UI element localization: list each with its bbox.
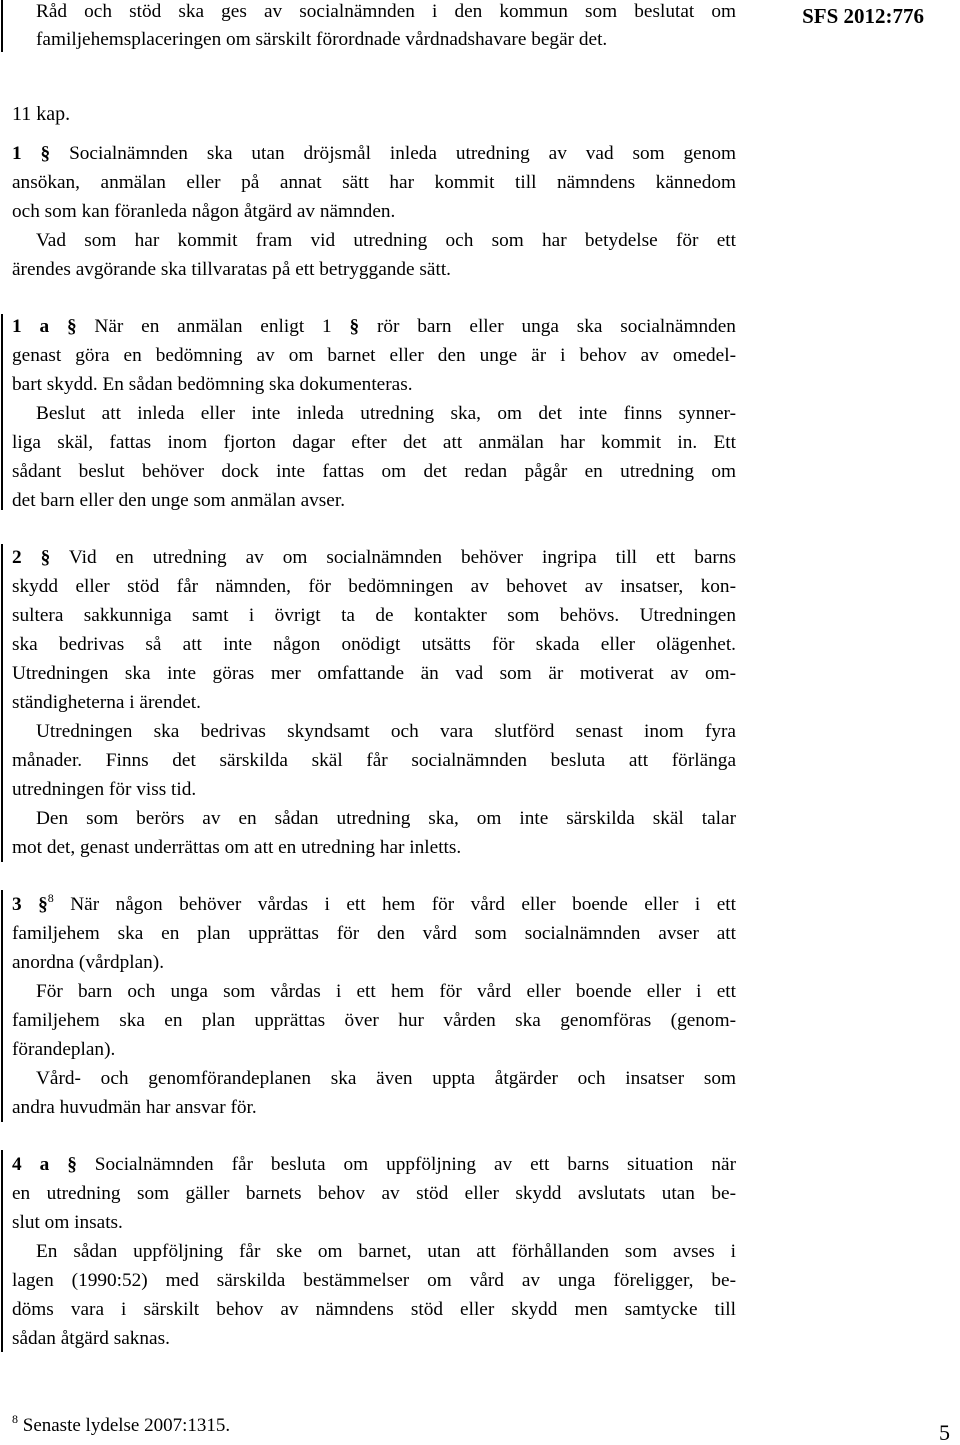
text-line: lagen (1990:52) med särskilda bestämmelser om vård av unga föreligger, be- <box>12 1270 736 1291</box>
section-number: 4 a <box>12 1154 50 1175</box>
text-line: För barn och unga som vårdas i ett hem för vård eller boende eller i ett <box>36 981 736 1002</box>
text-line: Vad som har kommit fram vid utredning och som har betydelse för ett <box>36 230 736 251</box>
paragraph-sign: § <box>66 316 77 337</box>
change-bar <box>1 1150 3 1352</box>
text-line: månader. Finns det särskilda skäl får socialnämnden besluta att förlänga <box>12 750 736 771</box>
text-line: Utredningen ska inte göras mer omfattande än vad som är motiverat av om- <box>12 663 736 684</box>
text-line: slut om insats. <box>12 1212 123 1233</box>
paragraph-sign: § <box>349 316 360 337</box>
section-number: 1 <box>12 143 22 164</box>
text-line: en utredning som gäller barnets behov av stöd eller skydd avslutats utan be- <box>12 1183 736 1204</box>
paragraph-sign: § <box>67 1154 77 1175</box>
change-bar <box>1 314 3 510</box>
section-2-first-line: 2 § Vid en utredning av om socialnämnden behöver ingripa till ett barns <box>12 547 736 568</box>
text-line: Den som berörs av en sådan utredning ska, om inte särskilda skäl talar <box>36 808 736 829</box>
section-number: 3 <box>12 894 22 915</box>
text-line: sultera sakkunniga samt i övrigt ta de kontakter som behövs. Utredningen <box>12 605 736 626</box>
text-line: En sådan uppföljning får ske om barnet, utan att förhållanden som avses i <box>36 1241 736 1262</box>
section-number: 1 a <box>12 316 50 337</box>
text-line: ska bedrivas så att inte någon onödigt utsätts för skada eller olägenhet. <box>12 634 736 655</box>
page-number: 5 <box>939 1420 950 1445</box>
text-line: Utredningen ska bedrivas skyndsamt och vara slutförd senast inom fyra <box>36 721 736 742</box>
footnote <box>12 1412 231 1436</box>
section-1-first-line: 1 § Socialnämnden ska utan dröjsmål inleda utredning av vad som genom <box>12 143 736 164</box>
text-line: ansökan, anmälan eller på annat sätt har kommit till nämndens kännedom <box>12 172 736 193</box>
text-line: liga skäl, fattas inom fjorton dagar efter det att anmälan har kommit in. Ett <box>12 432 736 453</box>
footnote-text: Senaste lydelse 2007:1315. <box>22 1415 231 1436</box>
header-text: Råd och stöd ska ges av socialnämnden i den kommun som beslutat om <box>36 1 736 22</box>
paragraph-sign: § <box>38 894 48 915</box>
text-line: och som kan föranleda någon åtgärd av nämnden. <box>12 201 396 222</box>
section-1a-first-line: 1 a § När en anmälan enligt 1 § rör barn eller unga ska socialnämnden <box>12 316 736 337</box>
text-line: andra huvudmän har ansvar för. <box>12 1097 257 1118</box>
paragraph-sign: § <box>40 143 51 164</box>
header-text: familjehemsplaceringen om särskilt förordnade vårdnadshavare begär det. <box>36 29 608 50</box>
paragraph-sign: § <box>40 547 51 568</box>
text-line: sådan åtgärd saknas. <box>12 1328 170 1349</box>
change-bar <box>1 890 3 1122</box>
section-4a-first-line: 4 a § Socialnämnden får besluta om uppföljning av ett barns situation när <box>12 1154 737 1175</box>
text-line: mot det, genast underrättas om att en utredning har inletts. <box>12 837 462 858</box>
text-line: förandeplan). <box>12 1039 116 1060</box>
sfs-number: SFS 2012:776 <box>802 4 924 28</box>
footnote-reference: 8 <box>47 891 54 905</box>
text-line: Beslut att inleda eller inte inleda utredning ska, om det inte finns synner- <box>36 403 736 424</box>
change-bar <box>1 544 3 862</box>
text-line: anordna (vårdplan). <box>12 952 165 973</box>
text-line: familjehem ska en plan upprättas över hur vården ska genomföras (genom- <box>12 1010 736 1031</box>
chapter-heading: 11 kap. <box>12 103 71 125</box>
text-line: familjehem ska en plan upprättas för den vård som socialnämnden avser att <box>12 923 736 944</box>
text-line: det barn eller den unge som anmälan avser. <box>12 490 346 511</box>
text-line: skydd eller stöd får nämnden, för bedömningen av behovet av insatser, kon- <box>12 576 736 597</box>
text-line: utredningen för viss tid. <box>12 779 197 800</box>
text-line: Vård- och genomförandeplanen ska även uppta åtgärder och insatser som <box>36 1068 736 1089</box>
footnote-number: 8 <box>12 1412 18 1426</box>
section-number: 2 <box>12 547 22 568</box>
text-line: sådant beslut behöver dock inte fattas om det redan pågår en utredning om <box>12 461 736 482</box>
change-bar <box>1 0 3 52</box>
section-3-first-line: 3 §$^8$ När någon behöver vårdas i ett hem för vård eller boende eller i ett <box>12 891 737 915</box>
text-line: ständigheterna i ärendet. <box>12 692 201 713</box>
text-line: döms vara i särskilt behov av nämndens stöd eller skydd men samtycke till <box>12 1299 736 1320</box>
text-line: bart skydd. En sådan bedömning ska dokumenteras. <box>12 374 413 395</box>
text-line: genast göra en bedömning av om barnet eller den unge är i behov av omedel- <box>12 345 736 366</box>
text-line: ärendes avgörande ska tillvaratas på ett betryggande sätt. <box>12 259 452 280</box>
